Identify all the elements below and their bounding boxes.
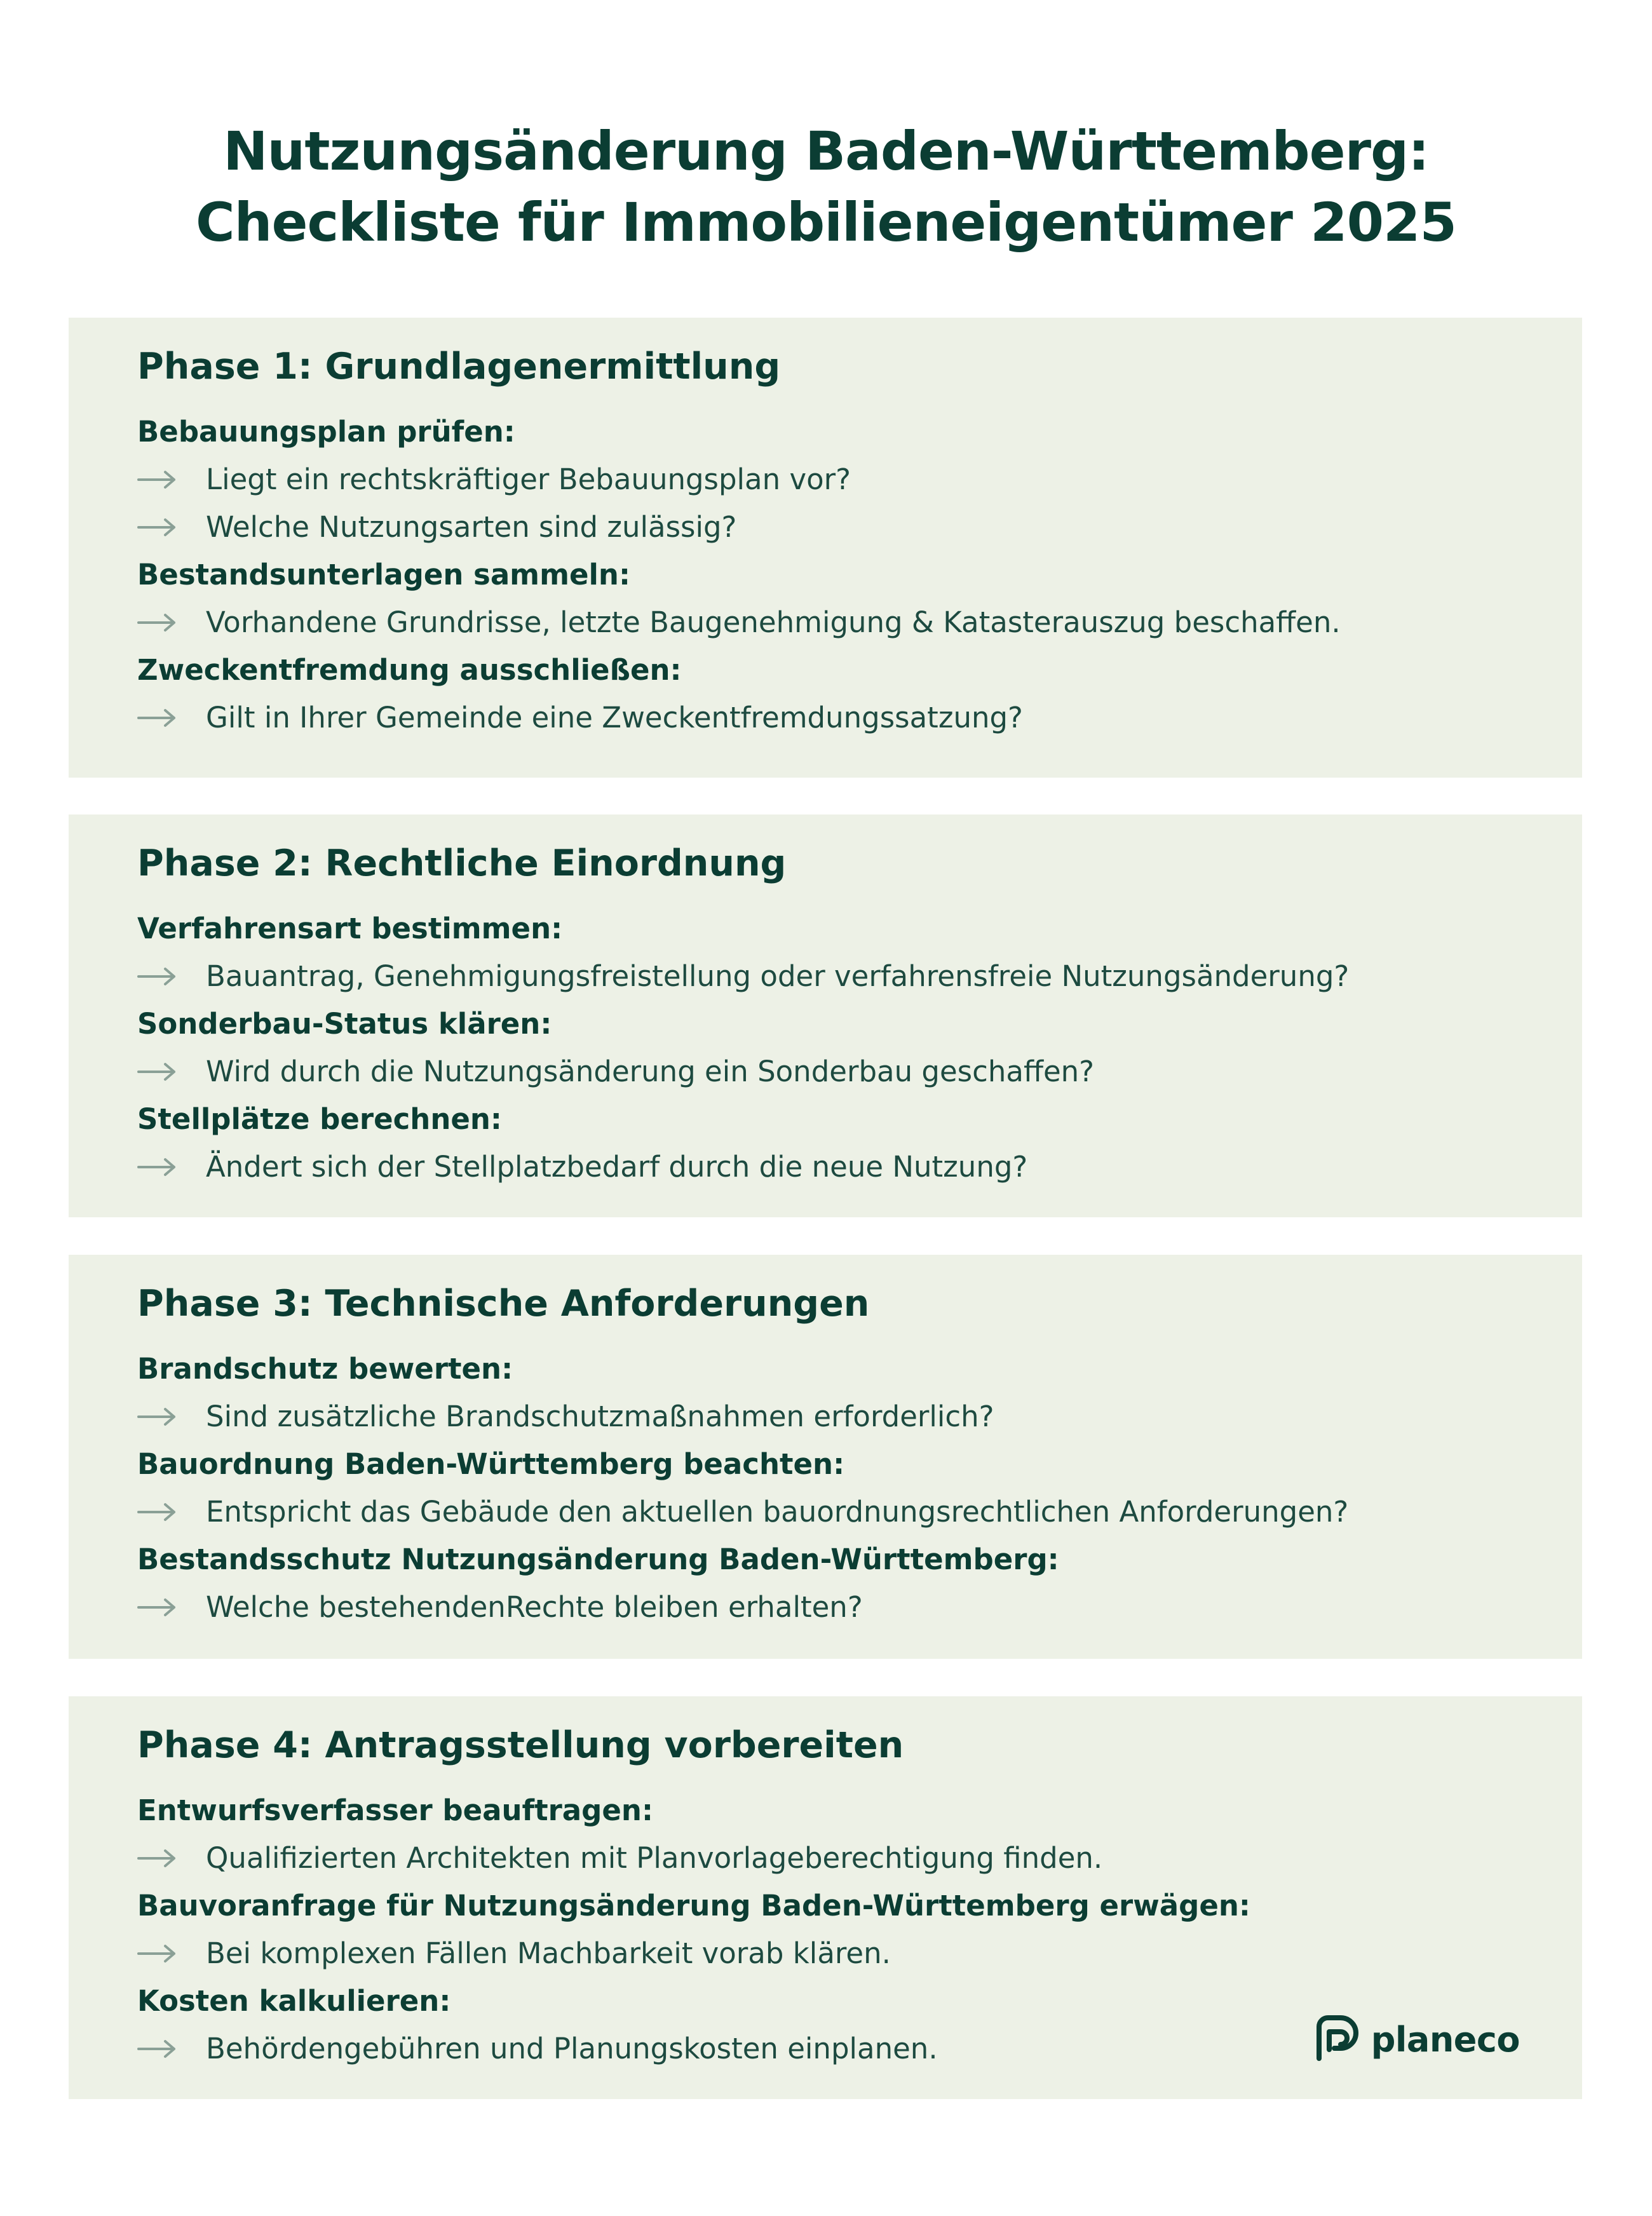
item-heading: Bauordnung Baden-Württemberg beachten: <box>137 1447 845 1481</box>
arrow-right-icon <box>137 2025 206 2072</box>
list-item-text: Welche bestehendenRechte bleiben erhalten? <box>206 1590 863 1624</box>
phase-title: Phase 2: Rechtliche Einordnung <box>137 842 787 884</box>
list-item <box>137 1143 1582 1191</box>
item-heading: Bauvoranfrage für Nutzungsänderung Baden-Württemberg erwägen: <box>137 1889 1250 1922</box>
list-item-text: Liegt ein rechtskräftiger Bebauungsplan vor? <box>206 463 851 496</box>
list-item-text: Welche Nutzungsarten sind zulässig? <box>206 510 737 544</box>
phase-title: Phase 3: Technische Anforderungen <box>137 1283 870 1325</box>
phase-title: Phase 4: Antragsstellung vorbereiten <box>137 1724 904 1766</box>
list-item <box>137 1834 1582 1882</box>
list-item-text: Gilt in Ihrer Gemeinde eine Zweckentfremdungssatzung? <box>206 701 1023 734</box>
arrow-right-icon <box>137 952 206 1000</box>
item-heading: Brandschutz bewerten: <box>137 1352 513 1386</box>
list-item <box>137 598 1582 646</box>
list-item-text: Wird durch die Nutzungsänderung ein Sonderbau geschaffen? <box>206 1055 1095 1088</box>
list-item <box>137 1048 1582 1095</box>
planeco-logo-icon <box>1313 2013 1362 2066</box>
item-heading: Sonderbau-Status klären: <box>137 1007 552 1041</box>
arrow-right-icon <box>137 1488 206 1536</box>
list-item-text: Bei komplexen Fällen Machbarkeit vorab klären. <box>206 1936 891 1970</box>
list-item-text: Ändert sich der Stellplatzbedarf durch die neue Nutzung? <box>206 1150 1028 1184</box>
list-item-text: Qualifizierten Architekten mit Planvorlageberechtigung finden. <box>206 1841 1103 1875</box>
phase-2-panel <box>69 814 1582 1217</box>
arrow-right-icon <box>137 1143 206 1191</box>
list-item-text: Bauantrag, Genehmigungsfreistellung oder verfahrensfreie Nutzungsänderung? <box>206 959 1350 993</box>
list-item <box>137 1583 1582 1631</box>
item-heading: Stellplätze berechnen: <box>137 1102 502 1136</box>
arrow-right-icon <box>137 1929 206 1977</box>
item-heading: Bestandsunterlagen sammeln: <box>137 558 630 591</box>
planeco-logo <box>1313 2013 1520 2066</box>
phase-3-panel <box>69 1255 1582 1659</box>
arrow-right-icon <box>137 1583 206 1631</box>
page-title-line-1: Nutzungsänderung Baden-Württemberg: <box>223 120 1429 182</box>
item-heading: Verfahrensart bestimmen: <box>137 912 563 945</box>
list-item <box>137 456 1582 503</box>
list-item <box>137 694 1582 741</box>
phase-1-panel <box>69 318 1582 778</box>
list-item <box>137 952 1582 1000</box>
list-item <box>137 1393 1582 1440</box>
list-item-text: Sind zusätzliche Brandschutzmaßnahmen erforderlich? <box>206 1400 994 1433</box>
arrow-right-icon <box>137 1393 206 1440</box>
list-item <box>137 503 1582 551</box>
page-title <box>0 116 1652 258</box>
arrow-right-icon <box>137 1048 206 1095</box>
item-heading: Zweckentfremdung ausschließen: <box>137 653 682 687</box>
list-item-text: Vorhandene Grundrisse, letzte Baugenehmigung & Katasterauszug beschaffen. <box>206 605 1341 639</box>
arrow-right-icon <box>137 694 206 741</box>
item-heading: Bebauungsplan prüfen: <box>137 415 515 449</box>
arrow-right-icon <box>137 598 206 646</box>
arrow-right-icon <box>137 503 206 551</box>
phase-title: Phase 1: Grundlagenermittlung <box>137 346 781 388</box>
planeco-logo-text: planeco <box>1371 2019 1520 2060</box>
list-item-text: Behördengebühren und Planungskosten einplanen. <box>206 2032 938 2065</box>
arrow-right-icon <box>137 456 206 503</box>
list-item <box>137 1929 1582 1977</box>
arrow-right-icon <box>137 1834 206 1882</box>
item-heading: Kosten kalkulieren: <box>137 1984 451 2018</box>
page-title-line-2: Checkliste für Immobilieneigentümer 2025 <box>196 191 1456 253</box>
phase-4-panel <box>69 1696 1582 2099</box>
list-item <box>137 1488 1582 1536</box>
item-heading: Bestandsschutz Nutzungsänderung Baden-Württemberg: <box>137 1543 1059 1576</box>
item-heading: Entwurfsverfasser beauftragen: <box>137 1794 653 1827</box>
list-item-text: Entspricht das Gebäude den aktuellen bauordnungsrechtlichen Anforderungen? <box>206 1495 1349 1529</box>
